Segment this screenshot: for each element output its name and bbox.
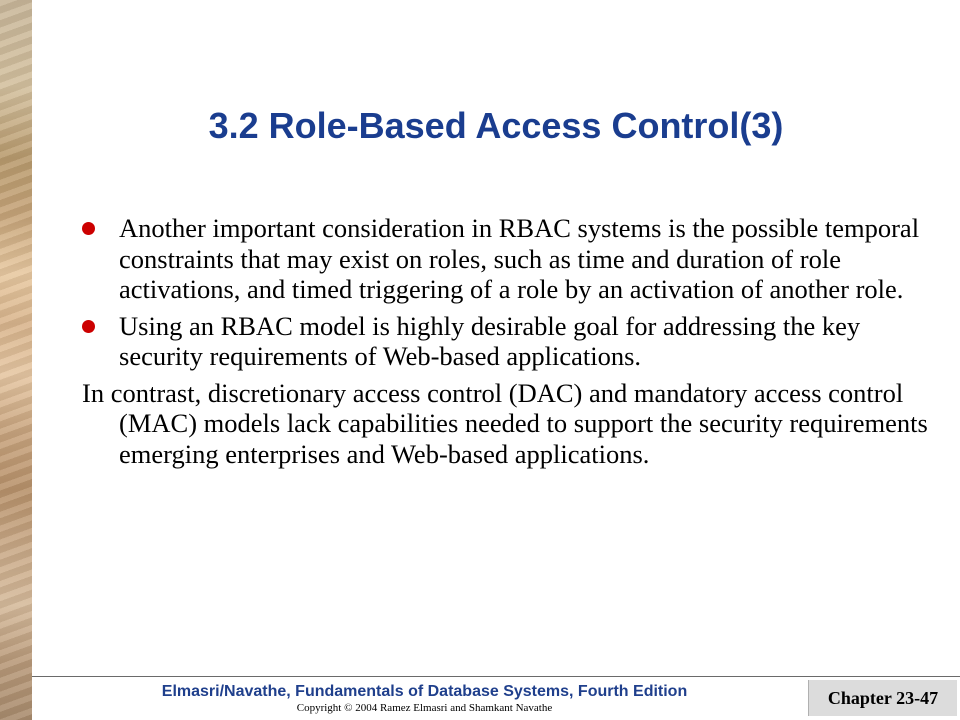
bullet-dot-icon bbox=[82, 320, 95, 333]
decorative-image-stripe bbox=[0, 0, 32, 720]
footer-copyright: Copyright © 2004 Ramez Elmasri and Shamkant Navathe bbox=[296, 702, 553, 714]
chapter-badge: Chapter 23-47 bbox=[808, 680, 957, 716]
slide-body bbox=[82, 213, 942, 469]
bullet-item bbox=[82, 213, 942, 305]
footer-book-title: Elmasri/Navathe, Fundamentals of Database Systems, Fourth Edition bbox=[161, 683, 688, 700]
bullet-dot-icon bbox=[82, 222, 95, 235]
footer-divider bbox=[32, 676, 960, 677]
body-paragraph: In contrast, discretionary access control (DAC) and mandatory access control (MAC) models lack capabilities needed to support the security requirements emerging enterprises and Web-based applications. bbox=[82, 377, 928, 469]
bullet-text: Another important consideration in RBAC systems is the possible temporal constraints that may exist on roles, such as time and duration of role activations, and timed triggering of a role by an activation of another role. bbox=[119, 213, 920, 304]
slide-title: 3.2 Role-Based Access Control(3) bbox=[208, 105, 784, 146]
bullet-text: Using an RBAC model is highly desirable goal for addressing the key security requirements of Web-based applications. bbox=[119, 310, 861, 371]
bullet-item bbox=[82, 311, 942, 372]
